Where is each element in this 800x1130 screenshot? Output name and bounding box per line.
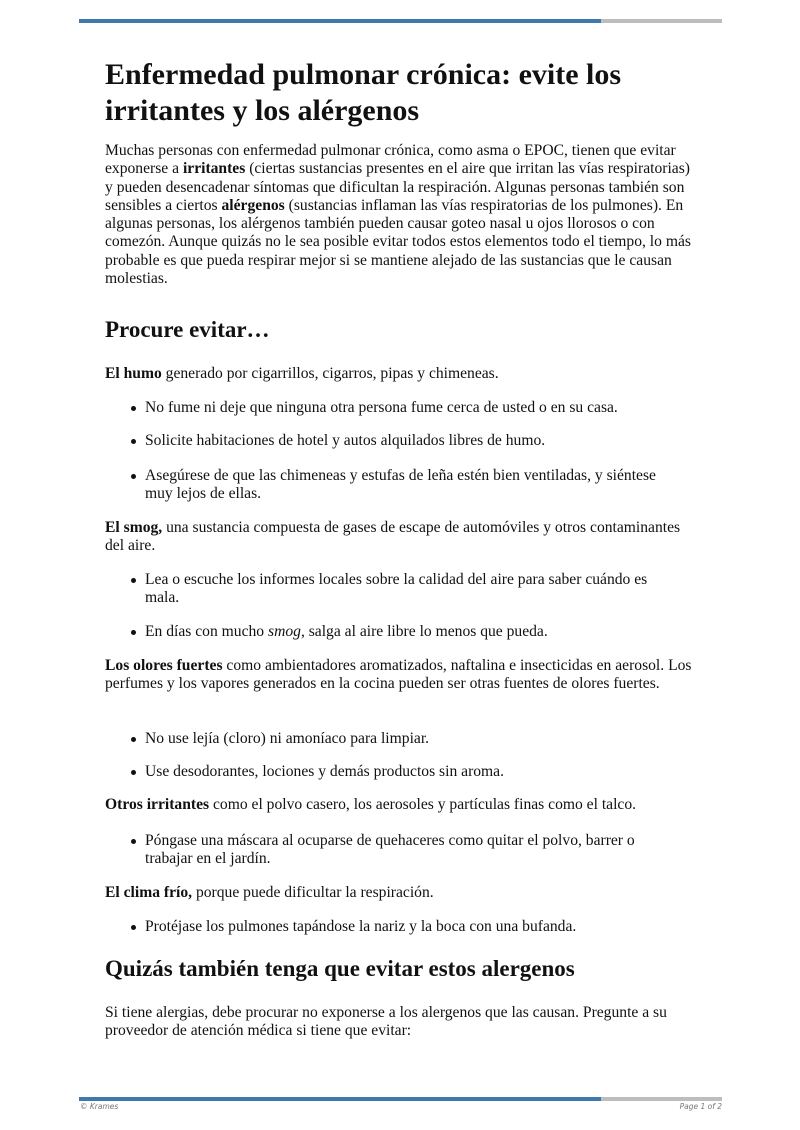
list-item [145,432,685,450]
intro-text: (sustancias inflaman las vías respiratorias de los pulmones). En algunas personas, los alérgenos también pueden causar goteo nasal u ojos llorosos o con comezón. Aunque quizás no le sea posible evitar todos estos elementos todo el tiempo, lo más probable es que pueda respirar mejor si se mantiene alejado de las sustancias que le causan molestias. [105,196,691,288]
list-item-emphasis: smog [268,623,301,640]
list-item [145,399,685,417]
list-item-text: Protéjase los pulmones tapándose la nariz y la boca con una bufanda. [145,918,577,935]
header-rule-accent [79,19,601,23]
footer-copyright: © Krames [80,1102,119,1111]
olores-bold: Los olores fuertes [105,657,223,674]
list-item [145,571,685,608]
smog-paragraph [105,519,697,556]
footer-rule-accent [79,1097,601,1101]
list-item [145,832,685,869]
list-item [145,623,685,641]
intro-bold: alérgenos [221,196,285,214]
footer-page-number: Page 1 of 2 [679,1102,722,1111]
bullet-icon [131,630,136,635]
intro-paragraph [105,142,697,288]
clima-bold: El clima frío, [105,884,193,901]
clima-paragraph [105,884,697,902]
list-item-text: , salga al aire libre lo menos que pueda. [300,623,548,640]
otros-bold: Otros irritantes [105,796,210,813]
list-item [145,918,685,936]
olores-paragraph [105,657,697,694]
allergens-paragraph: Si tiene alergias, debe procurar no exponerse a los alergenos que las causan. Pregunte a su proveedor de atención médica si tiene que evitar: [105,1004,667,1040]
bullet-icon [131,925,136,930]
bullet-icon [131,474,136,479]
olores-text: como ambientadores aromatizados, naftalina e insecticidas en aerosol. Los perfumes y los vapores generados en la cocina pueden ser otras fuentes de olores fuertes. [105,657,692,693]
bullet-icon [131,770,136,775]
header-rule [79,19,722,23]
section-heading-avoid: Procure evitar… [105,317,270,342]
list-item-text: Lea o escuche los informes locales sobre la calidad del aire para saber cuándo es mala. [145,571,648,607]
humo-paragraph [105,365,697,383]
list-item-text: Asegúrese de que las chimeneas y estufas de leña estén bien ventiladas, y siéntese muy lejos de ellas. [145,467,656,503]
otros-text: como el polvo casero, los aerosoles y partículas finas como el talco. [209,796,637,813]
humo-text: generado por cigarrillos, cigarros, pipas y chimeneas. [161,365,499,382]
footer-rule [79,1097,722,1101]
list-item-text: Use desodorantes, lociones y demás productos sin aroma. [145,763,505,780]
bullet-icon [131,839,136,844]
list-item [145,467,685,504]
bullet-icon [131,578,136,583]
list-item-text: No use lejía (cloro) ni amoníaco para limpiar. [145,730,430,747]
list-item-text: En días con mucho [145,623,268,640]
list-item-text: Póngase una máscara al ocuparse de quehaceres como quitar el polvo, barrer o trabajar en el jardín. [145,832,635,868]
section-heading-allergens: Quizás también tenga que evitar estos alergenos [105,956,575,981]
list-item-text: Solicite habitaciones de hotel y autos alquilados libres de humo. [145,432,546,449]
clima-text: porque puede dificultar la respiración. [192,884,434,901]
intro-text: Muchas personas con enfermedad pulmonar crónica, como asma o EPOC, tienen que evitar exponerse a [105,142,676,178]
list-item [145,730,685,748]
bullet-icon [131,439,136,444]
intro-text: (ciertas sustancias presentes en el aire que irritan las vías respiratorias) y pueden desencadenar síntomas que dificultan la respiración. Algunas personas también son sensibles a ciertos [105,160,690,214]
intro-bold: irritantes [182,160,246,178]
smog-bold: El smog, [105,519,163,536]
bullet-icon [131,406,136,411]
bullet-icon [131,737,136,742]
humo-bold: El humo [105,365,162,382]
page-title: Enfermedad pulmonar crónica: evite los irritantes y los alérgenos [105,58,622,127]
list-item [145,763,685,781]
otros-paragraph [105,796,697,814]
list-item-text: No fume ni deje que ninguna otra persona fume cerca de usted o en su casa. [145,399,618,416]
smog-text: una sustancia compuesta de gases de escape de automóviles y otros contaminantes del aire. [105,519,681,555]
